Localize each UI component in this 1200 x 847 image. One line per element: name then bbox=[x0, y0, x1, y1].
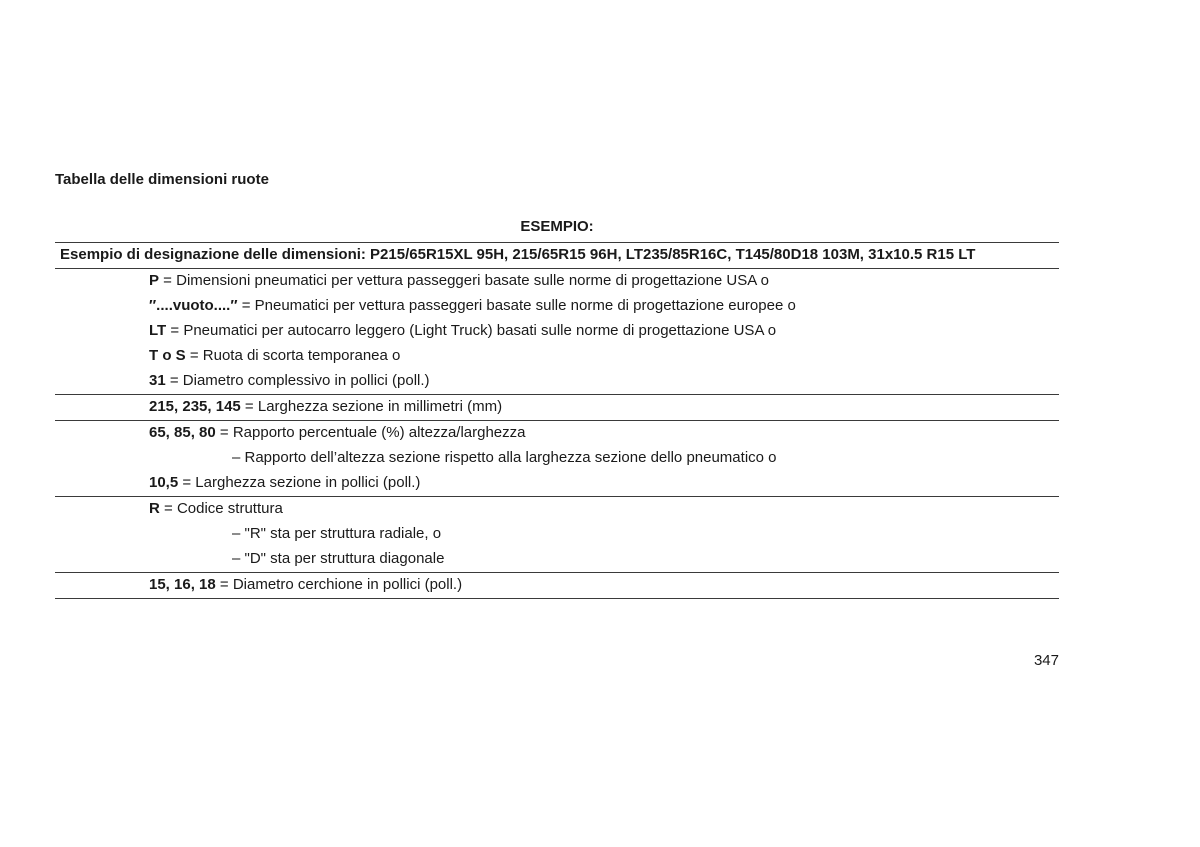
table-row bbox=[55, 471, 1059, 496]
row-term: 65, 85, 80 bbox=[149, 424, 216, 441]
table-header: Esempio di designazione delle dimensioni: P215/65R15XL 95H, 215/65R15 96H, LT235/85R16C, T145/80D18 103M, 31x10.5 R15 LT bbox=[60, 246, 976, 263]
row-description: = Larghezza sezione in pollici (poll.) bbox=[178, 474, 421, 491]
table-row bbox=[55, 497, 1059, 522]
table-row bbox=[55, 294, 1059, 319]
row-description: = Codice struttura bbox=[159, 500, 283, 517]
row-term: 31 bbox=[149, 372, 166, 389]
row-description: = Ruota di scorta temporanea o bbox=[185, 347, 401, 364]
row-description: = Larghezza sezione in millimetri (mm) bbox=[240, 398, 503, 415]
row-description: = Rapporto percentuale (%) altezza/larghezza bbox=[215, 424, 526, 441]
row-term: R bbox=[149, 500, 160, 517]
example-heading: ESEMPIO: bbox=[520, 218, 594, 235]
row-description: = Diametro complessivo in pollici (poll.) bbox=[165, 372, 430, 389]
row-term: LT bbox=[149, 322, 167, 339]
section-title: Tabella delle dimensioni ruote bbox=[55, 171, 269, 188]
row-description: = Pneumatici per autocarro leggero (Light Truck) basati sulle norme di progettazione USA o bbox=[166, 322, 777, 339]
table-subrow: – "D" sta per struttura diagonale bbox=[232, 550, 445, 567]
row-term: ″....vuoto....″ bbox=[149, 297, 238, 314]
table-row bbox=[55, 421, 1059, 446]
table-row bbox=[55, 269, 1059, 294]
table-subrow: – Rapporto dell’altezza sezione rispetto alla larghezza sezione dello pneumatico o bbox=[232, 449, 777, 466]
row-term: P bbox=[149, 272, 160, 289]
row-term: 15, 16, 18 bbox=[149, 576, 216, 593]
row-description: = Dimensioni pneumatici per vettura passeggeri basate sulle norme di progettazione USA o bbox=[159, 272, 769, 289]
table-row bbox=[55, 369, 1059, 394]
page-number: 347 bbox=[1033, 652, 1059, 669]
tire-size-table bbox=[55, 242, 1059, 599]
row-term: 10,5 bbox=[149, 474, 179, 491]
table-row bbox=[55, 319, 1059, 344]
table-row bbox=[55, 344, 1059, 369]
table-row bbox=[55, 395, 1059, 420]
row-term: T o S bbox=[149, 347, 186, 364]
table-subrow: – "R" sta per struttura radiale, o bbox=[232, 525, 442, 542]
row-term: 215, 235, 145 bbox=[149, 398, 241, 415]
row-description: = Pneumatici per vettura passeggeri basate sulle norme di progettazione europee o bbox=[237, 297, 796, 314]
table-row bbox=[55, 573, 1059, 598]
row-description: = Diametro cerchione in pollici (poll.) bbox=[215, 576, 463, 593]
table-bottom-rule bbox=[55, 598, 1059, 599]
